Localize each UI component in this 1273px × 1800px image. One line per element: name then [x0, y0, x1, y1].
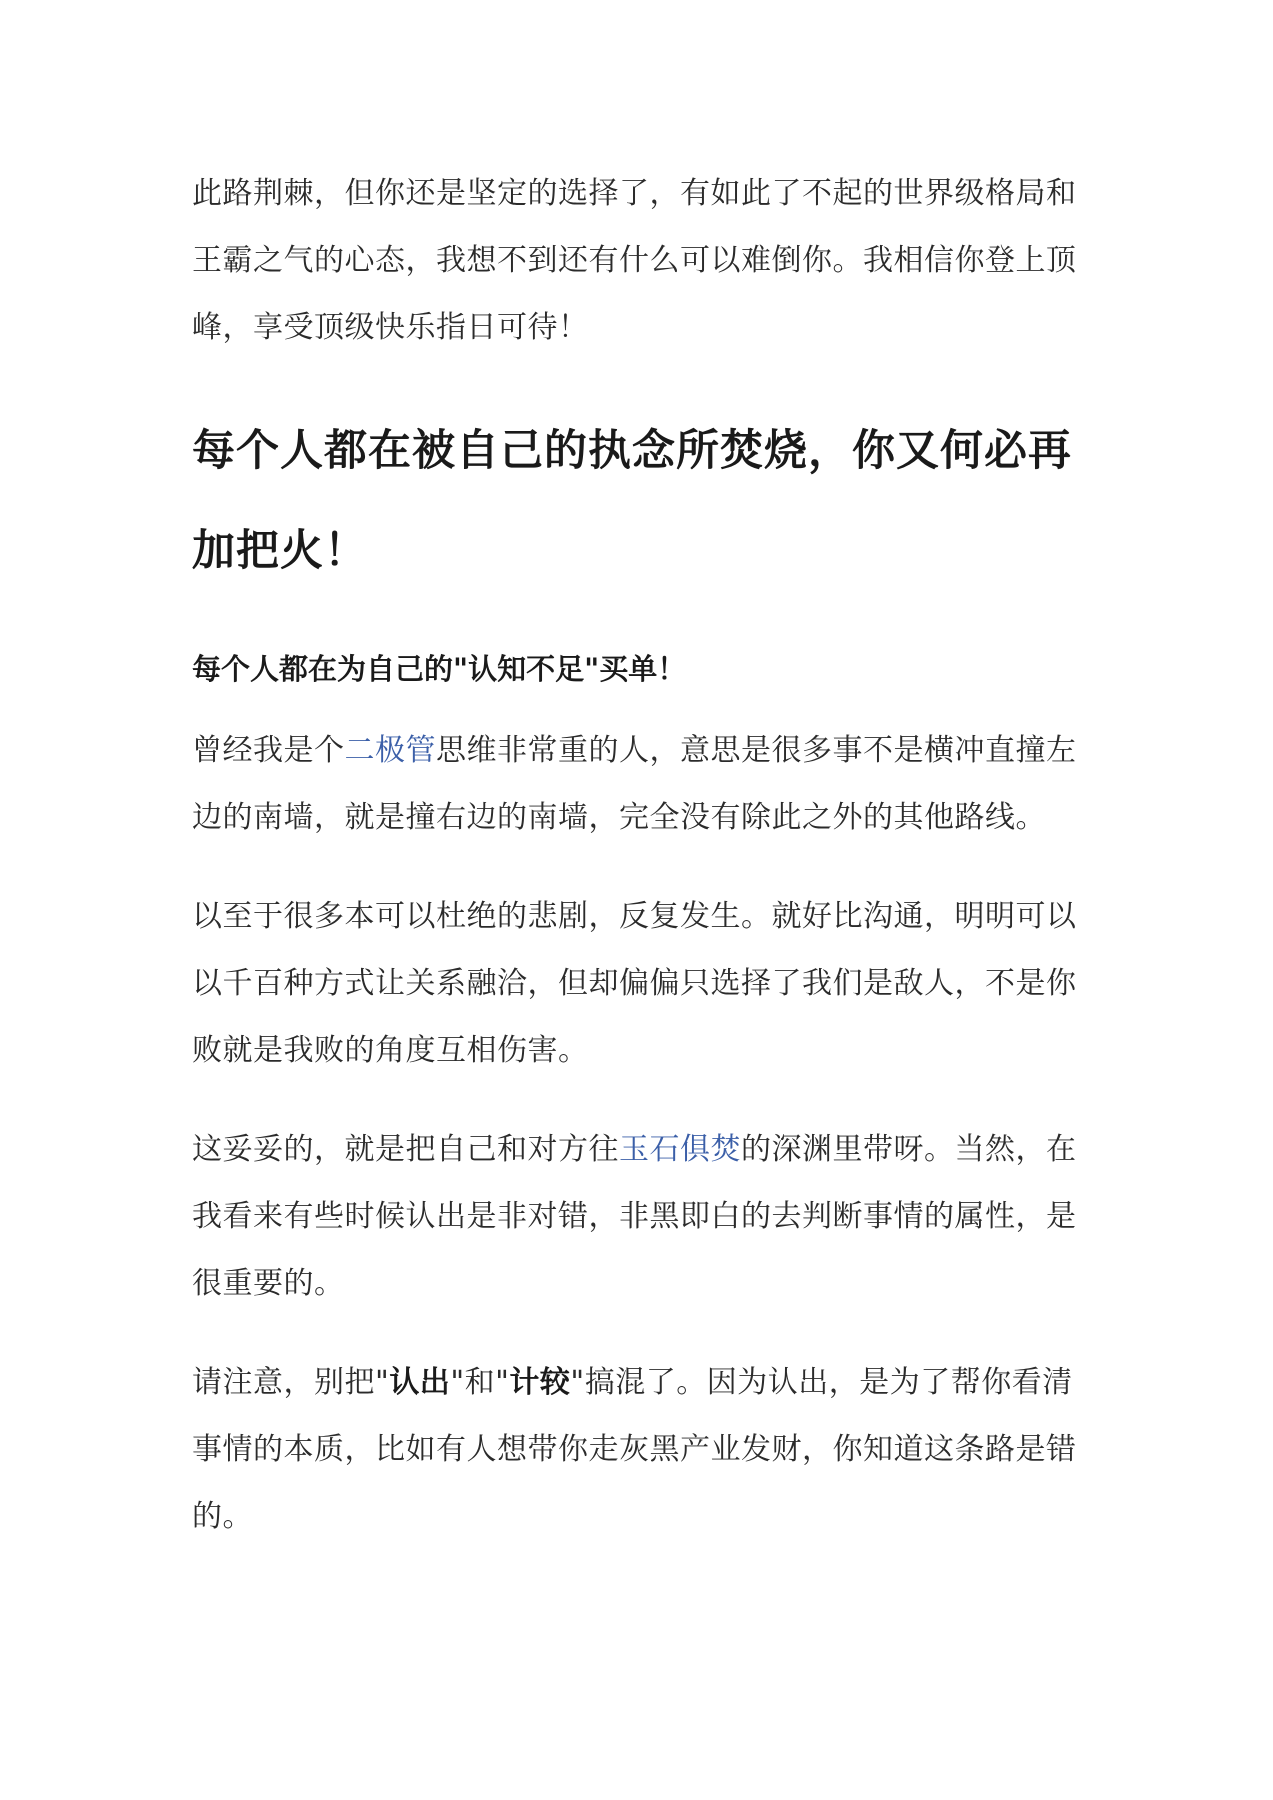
paragraph-mutual-destruction — [192, 1116, 1092, 1317]
paragraph-communication: 以至于很多本可以杜绝的悲剧，反复发生。就好比沟通，明明可以以千百种方式让关系融洽，但却偏偏只选择了我们是敌人，不是你败就是我败的角度互相伤害。 — [192, 899, 1077, 1068]
subheading: 每个人都在为自己的"认知不足"买单！ — [192, 652, 687, 686]
bold-term-compare: 计较 — [509, 1365, 571, 1400]
paragraph-text: 的深渊里带呀。当然，在我看来有些时候认出是非对错，非黑即白的去判断事情的属性，是很重要的。 — [192, 1132, 1077, 1301]
paragraph-text: 曾经我是个 — [192, 733, 345, 768]
article-body — [192, 160, 1092, 1550]
paragraph-binary-thinking — [192, 717, 1092, 851]
main-heading: 每个人都在被自己的执念所焚烧，你又何必再加把火！ — [192, 426, 1072, 576]
paragraph-text: 这妥妥的，就是把自己和对方往 — [192, 1132, 619, 1167]
paragraph-recognize-vs-compare — [192, 1349, 1092, 1550]
paragraph-text: "搞混了。因为认出，是为了帮你看清事情的本质，比如有人想带你走灰黑产业发财，你知道这条路是错的。 — [192, 1365, 1077, 1534]
bold-term-recognize: 认出 — [389, 1365, 451, 1400]
link-binary-thinking[interactable]: 二极管 — [344, 733, 436, 768]
paragraph-text: 思维非常重的人，意思是很多事不是横冲直撞左边的南墙，就是撞右边的南墙，完全没有除此之外的其他路线。 — [192, 733, 1077, 835]
paragraph-text: 请注意，别把" — [192, 1365, 390, 1400]
link-mutual-destruction[interactable]: 玉石俱焚 — [619, 1132, 741, 1167]
paragraph-text: "和" — [450, 1365, 510, 1400]
intro-paragraph: 此路荆棘，但你还是坚定的选择了，有如此了不起的世界级格局和王霸之气的心态，我想不到还有什么可以难倒你。我相信你登上顶峰，享受顶级快乐指日可待！ — [192, 176, 1077, 345]
